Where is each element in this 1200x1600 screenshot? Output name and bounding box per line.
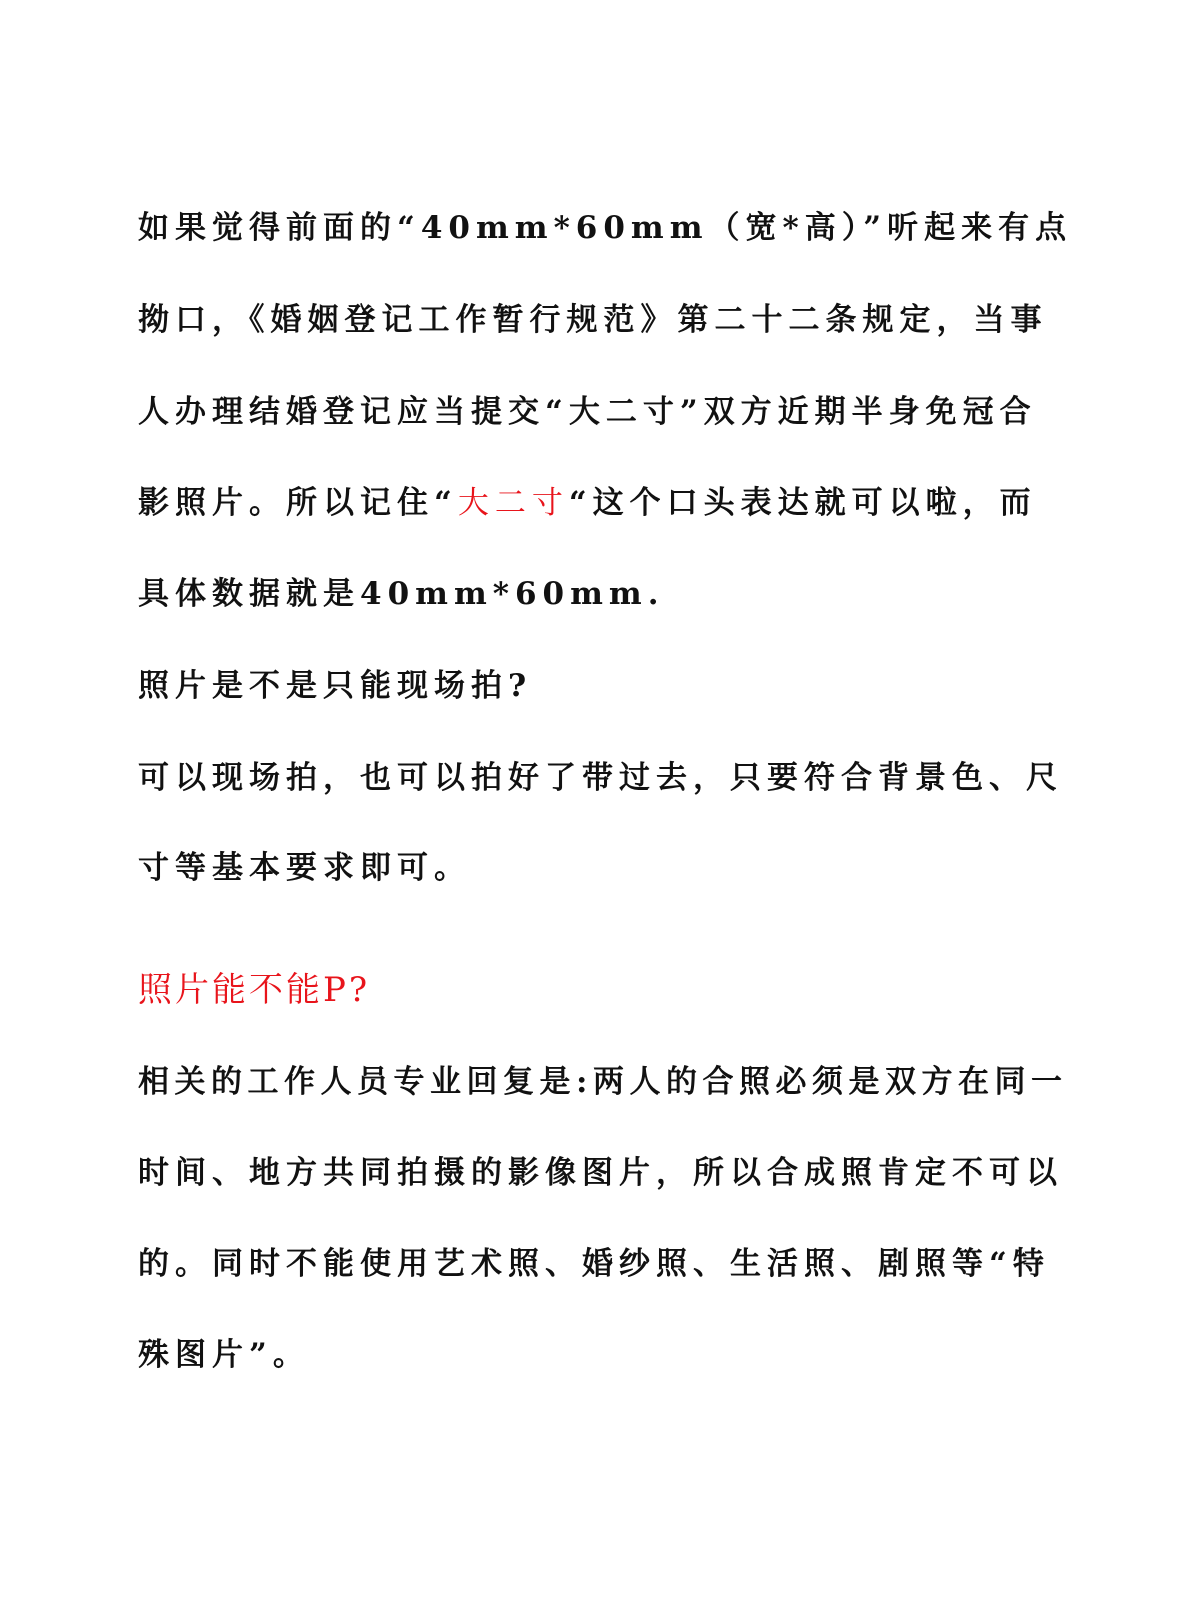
paragraph-1-line-5: 具体数据就是40mm*60mm. — [138, 576, 665, 612]
paragraph-1-line-2: 拗口，《婚姻登记工作暂行规范》第二十二条规定，当事 — [138, 302, 1048, 338]
question-1: 照片是不是只能现场拍? — [138, 668, 533, 704]
answer-1-line-2: 寸等基本要求即可。 — [138, 850, 471, 886]
paragraph-1-line-4-tail: “这个口头表达就可以啦，而 — [568, 485, 1037, 521]
paragraph-2-line-3: 的。同时不能使用艺术照、婚纱照、生活照、剧照等“特 — [138, 1246, 1050, 1282]
paragraph-1-line-4 — [138, 483, 1078, 523]
paragraph-1-line-3: 人办理结婚登记应当提交“大二寸”双方近期半身免冠合 — [138, 394, 1037, 430]
paragraph-1-line-4-lead: 影照片。所以记住“ — [138, 485, 458, 521]
section-heading-photo-edit: 照片能不能P? — [138, 970, 371, 1010]
highlight-da-er-cun: 大二寸 — [457, 485, 569, 521]
answer-1-line-1: 可以现场拍，也可以拍好了带过去，只要符合背景色、尺 — [138, 760, 1063, 796]
paragraph-2-line-2: 时间、地方共同拍摄的影像图片，所以合成照肯定不可以 — [138, 1155, 1063, 1191]
paragraph-2-line-4: 殊图片”。 — [138, 1337, 310, 1373]
paragraph-1-line-1: 如果觉得前面的“40mm*60mm（宽*高）”听起来有点 — [138, 210, 1073, 246]
paragraph-2-line-1: 相关的工作人员专业回复是:两人的合照必须是双方在同一 — [138, 1064, 1068, 1100]
